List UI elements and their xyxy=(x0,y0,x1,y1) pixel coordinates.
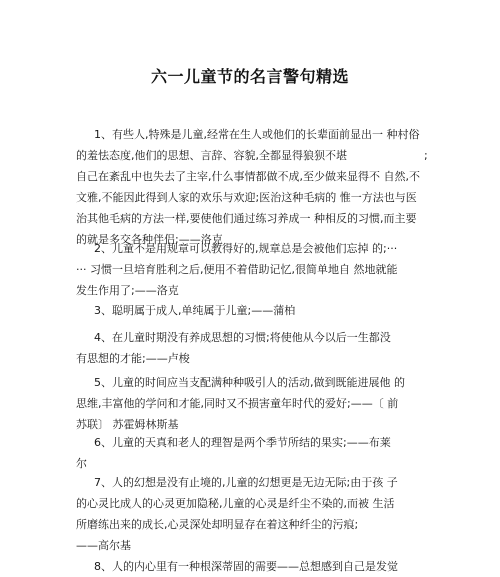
paragraph-line: 的羞怯态度,他们的思想、言辞、容貌,全都显得狼狈不堪 ; xyxy=(76,149,428,162)
paragraph-line: 发生作用了;——洛克 xyxy=(76,284,179,297)
paragraph-line: 1、有些人,特殊是儿童,经常在生人或他们的长辈面前显出一 种村俗 xyxy=(94,128,420,141)
paragraph-line: 苏联〕 苏霍姆林斯基 xyxy=(76,418,179,431)
paragraph-line: 2、儿童不是用规章可以教得好的,规章总是会被他们忘掉 的;··· xyxy=(94,242,398,255)
paragraph-line: 5、儿童的时间应当支配满种种吸引人的活动,做到既能进展他 的 xyxy=(94,376,405,389)
paragraph-line: 的就是多交各种伴侣;——洛克 xyxy=(76,233,223,246)
paragraph-line: 思维,丰富他的学问和才能,同时又不损害童年时代的爱好;——〔 前 xyxy=(76,397,399,410)
paragraph-line: 3、聪明属于成人,单纯属于儿童;——蒲柏 xyxy=(94,304,296,317)
quote-paragraph-8 xyxy=(76,556,428,577)
paragraph-line: 所磨练出来的成长,心灵深处却明显存在着这种纤尘的污痕; xyxy=(76,518,359,531)
paragraph-line: 7、人的幻想是没有止境的,儿童的幻想更是无边无际;由于孩 子 xyxy=(94,476,398,489)
quote-paragraph-2 xyxy=(76,238,428,301)
quote-paragraph-3 xyxy=(76,300,428,321)
paragraph-line: 尔 xyxy=(76,457,87,470)
paragraph-line: 自己在紊乱中也失去了主宰,什么事情都做不成,至少做来显得不 自然,不 xyxy=(76,170,420,183)
quote-paragraph-7 xyxy=(76,472,428,556)
paragraph-line: 的心灵比成人的心灵更加隐秘,儿童的心灵是纤尘不染的,而被 生活 xyxy=(76,497,395,510)
paragraph-line: ··· 习惯一旦培育胜利之后,便用不着借助记忆,很简单地自 然地就能 xyxy=(76,263,398,276)
quote-paragraph-6 xyxy=(76,432,428,474)
paragraph-line: 4、在儿童时期没有养成思想的习惯;将使他从今以后一生都没 xyxy=(94,331,391,344)
paragraph-line: ——高尔基 xyxy=(76,539,131,552)
paragraph-line: 有思想的才能;——卢梭 xyxy=(76,352,190,365)
paragraph-line: 治其他毛病的方法一样,要使他们通过练习养成一 种相反的习惯,而主要 xyxy=(76,212,417,225)
document-title: 六一儿童节的名言警句精选 xyxy=(150,67,349,86)
paragraph-line: 6、儿童的天真和老人的理智是两个季节所结的果实;——布莱 xyxy=(94,436,391,449)
paragraph-line: 8、人的内心里有一种根深蒂固的需要——总想感到自己是发觉 xyxy=(94,560,398,573)
quote-paragraph-5 xyxy=(76,372,428,435)
quote-paragraph-1 xyxy=(76,124,428,250)
paragraph-line: 文雅,不能因此得到人家的欢乐与欢迎;医治这种毛病的 惟一方法也与医 xyxy=(76,191,417,204)
quote-paragraph-4 xyxy=(76,327,428,369)
